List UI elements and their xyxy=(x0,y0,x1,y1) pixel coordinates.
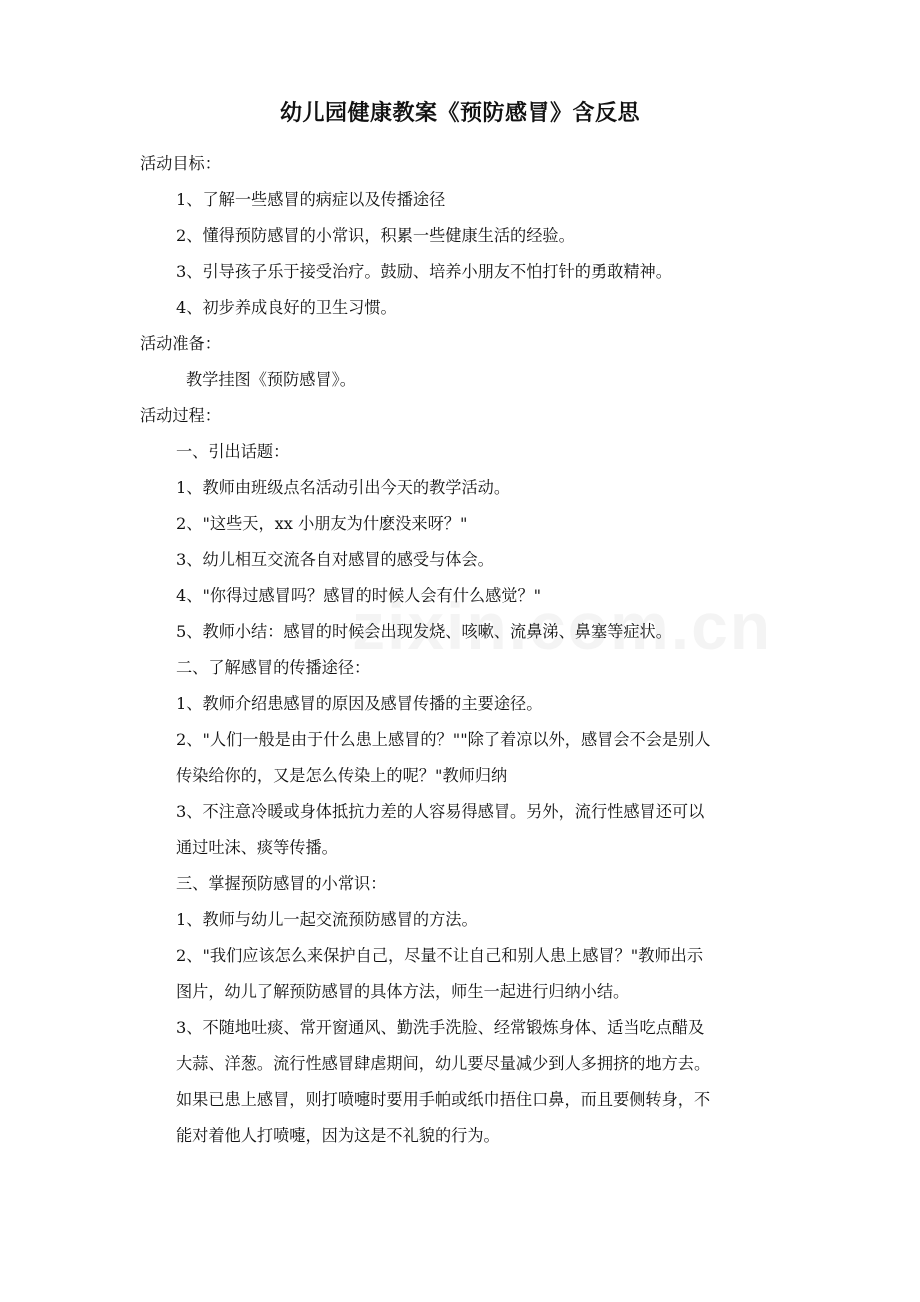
paragraph-line: 1、教师介绍患感冒的原因及感冒传播的主要途径。 xyxy=(176,694,543,713)
prep-item: 教学挂图《预防感冒》。 xyxy=(186,370,356,389)
goal-item: 3、引导孩子乐于接受治疗。鼓励、培养小朋友不怕打针的勇敢精神。 xyxy=(176,262,672,281)
paragraph-line: 通过吐沫、痰等传播。 xyxy=(176,838,338,857)
paragraph-line: 3、不随地吐痰、常开窗通风、勤洗手洗脸、经常锻炼身体、适当吃点醋及 xyxy=(176,1018,705,1037)
paragraph-line: 3、不注意冷暖或身体抵抗力差的人容易得感冒。另外，流行性感冒还可以 xyxy=(176,802,705,821)
prep-heading: 活动准备： xyxy=(140,334,221,353)
document-body xyxy=(140,146,782,1154)
part3-heading: 三、掌握预防感冒的小常识： xyxy=(176,874,387,893)
part1-heading: 一、引出话题： xyxy=(176,442,290,461)
paragraph-line: 大蒜、洋葱。流行性感冒肆虐期间，幼儿要尽量减少到人多拥挤的地方去。 xyxy=(176,1054,711,1073)
paragraph-line: 2、"我们应该怎么来保护自己，尽量不让自己和别人患上感冒？"教师出示 xyxy=(176,946,704,965)
part3-item xyxy=(140,938,782,1010)
part1-item: 5、教师小结：感冒的时候会出现发烧、咳嗽、流鼻涕、鼻塞等症状。 xyxy=(176,622,672,641)
process-heading: 活动过程： xyxy=(140,406,221,425)
paragraph-line: 如果已患上感冒，则打喷嚏时要用手帕或纸巾捂住口鼻，而且要侧转身，不 xyxy=(176,1090,711,1109)
paragraph-line: 能对着他人打喷嚏，因为这是不礼貌的行为。 xyxy=(176,1126,500,1145)
part2-item xyxy=(140,794,782,866)
part2-item xyxy=(140,686,782,722)
part1-item: 1、教师由班级点名活动引出今天的教学活动。 xyxy=(176,478,511,497)
part1-item: 4、"你得过感冒吗？感冒的时候人会有什么感觉？" xyxy=(176,586,542,605)
part2-item xyxy=(140,722,782,794)
part2-heading: 二、了解感冒的传播途径： xyxy=(176,658,371,677)
part1-item: 2、"这些天，xx 小朋友为什麽没来呀？" xyxy=(176,514,468,533)
part3-item xyxy=(140,902,782,938)
goals-heading: 活动目标： xyxy=(140,154,221,173)
goal-item: 2、懂得预防感冒的小常识，积累一些健康生活的经验。 xyxy=(176,226,575,245)
paragraph-line: 图片，幼儿了解预防感冒的具体方法，师生一起进行归纳小结。 xyxy=(176,982,630,1001)
part3-item xyxy=(140,1010,782,1154)
paragraph-line: 1、教师与幼儿一起交流预防感冒的方法。 xyxy=(176,910,478,929)
paragraph-line: 传染给你的，又是怎么传染上的呢？"教师归纳 xyxy=(176,766,508,785)
part1-item: 3、幼儿相互交流各自对感冒的感受与体会。 xyxy=(176,550,494,569)
page-title: 幼儿园健康教案《预防感冒》含反思 xyxy=(279,100,640,126)
goal-item: 1、了解一些感冒的病症以及传播途径 xyxy=(176,190,446,209)
goal-item: 4、初步养成良好的卫生习惯。 xyxy=(176,298,397,317)
paragraph-line: 2、"人们一般是由于什么患上感冒的？""除了着凉以外，感冒会不会是别人 xyxy=(176,730,711,749)
